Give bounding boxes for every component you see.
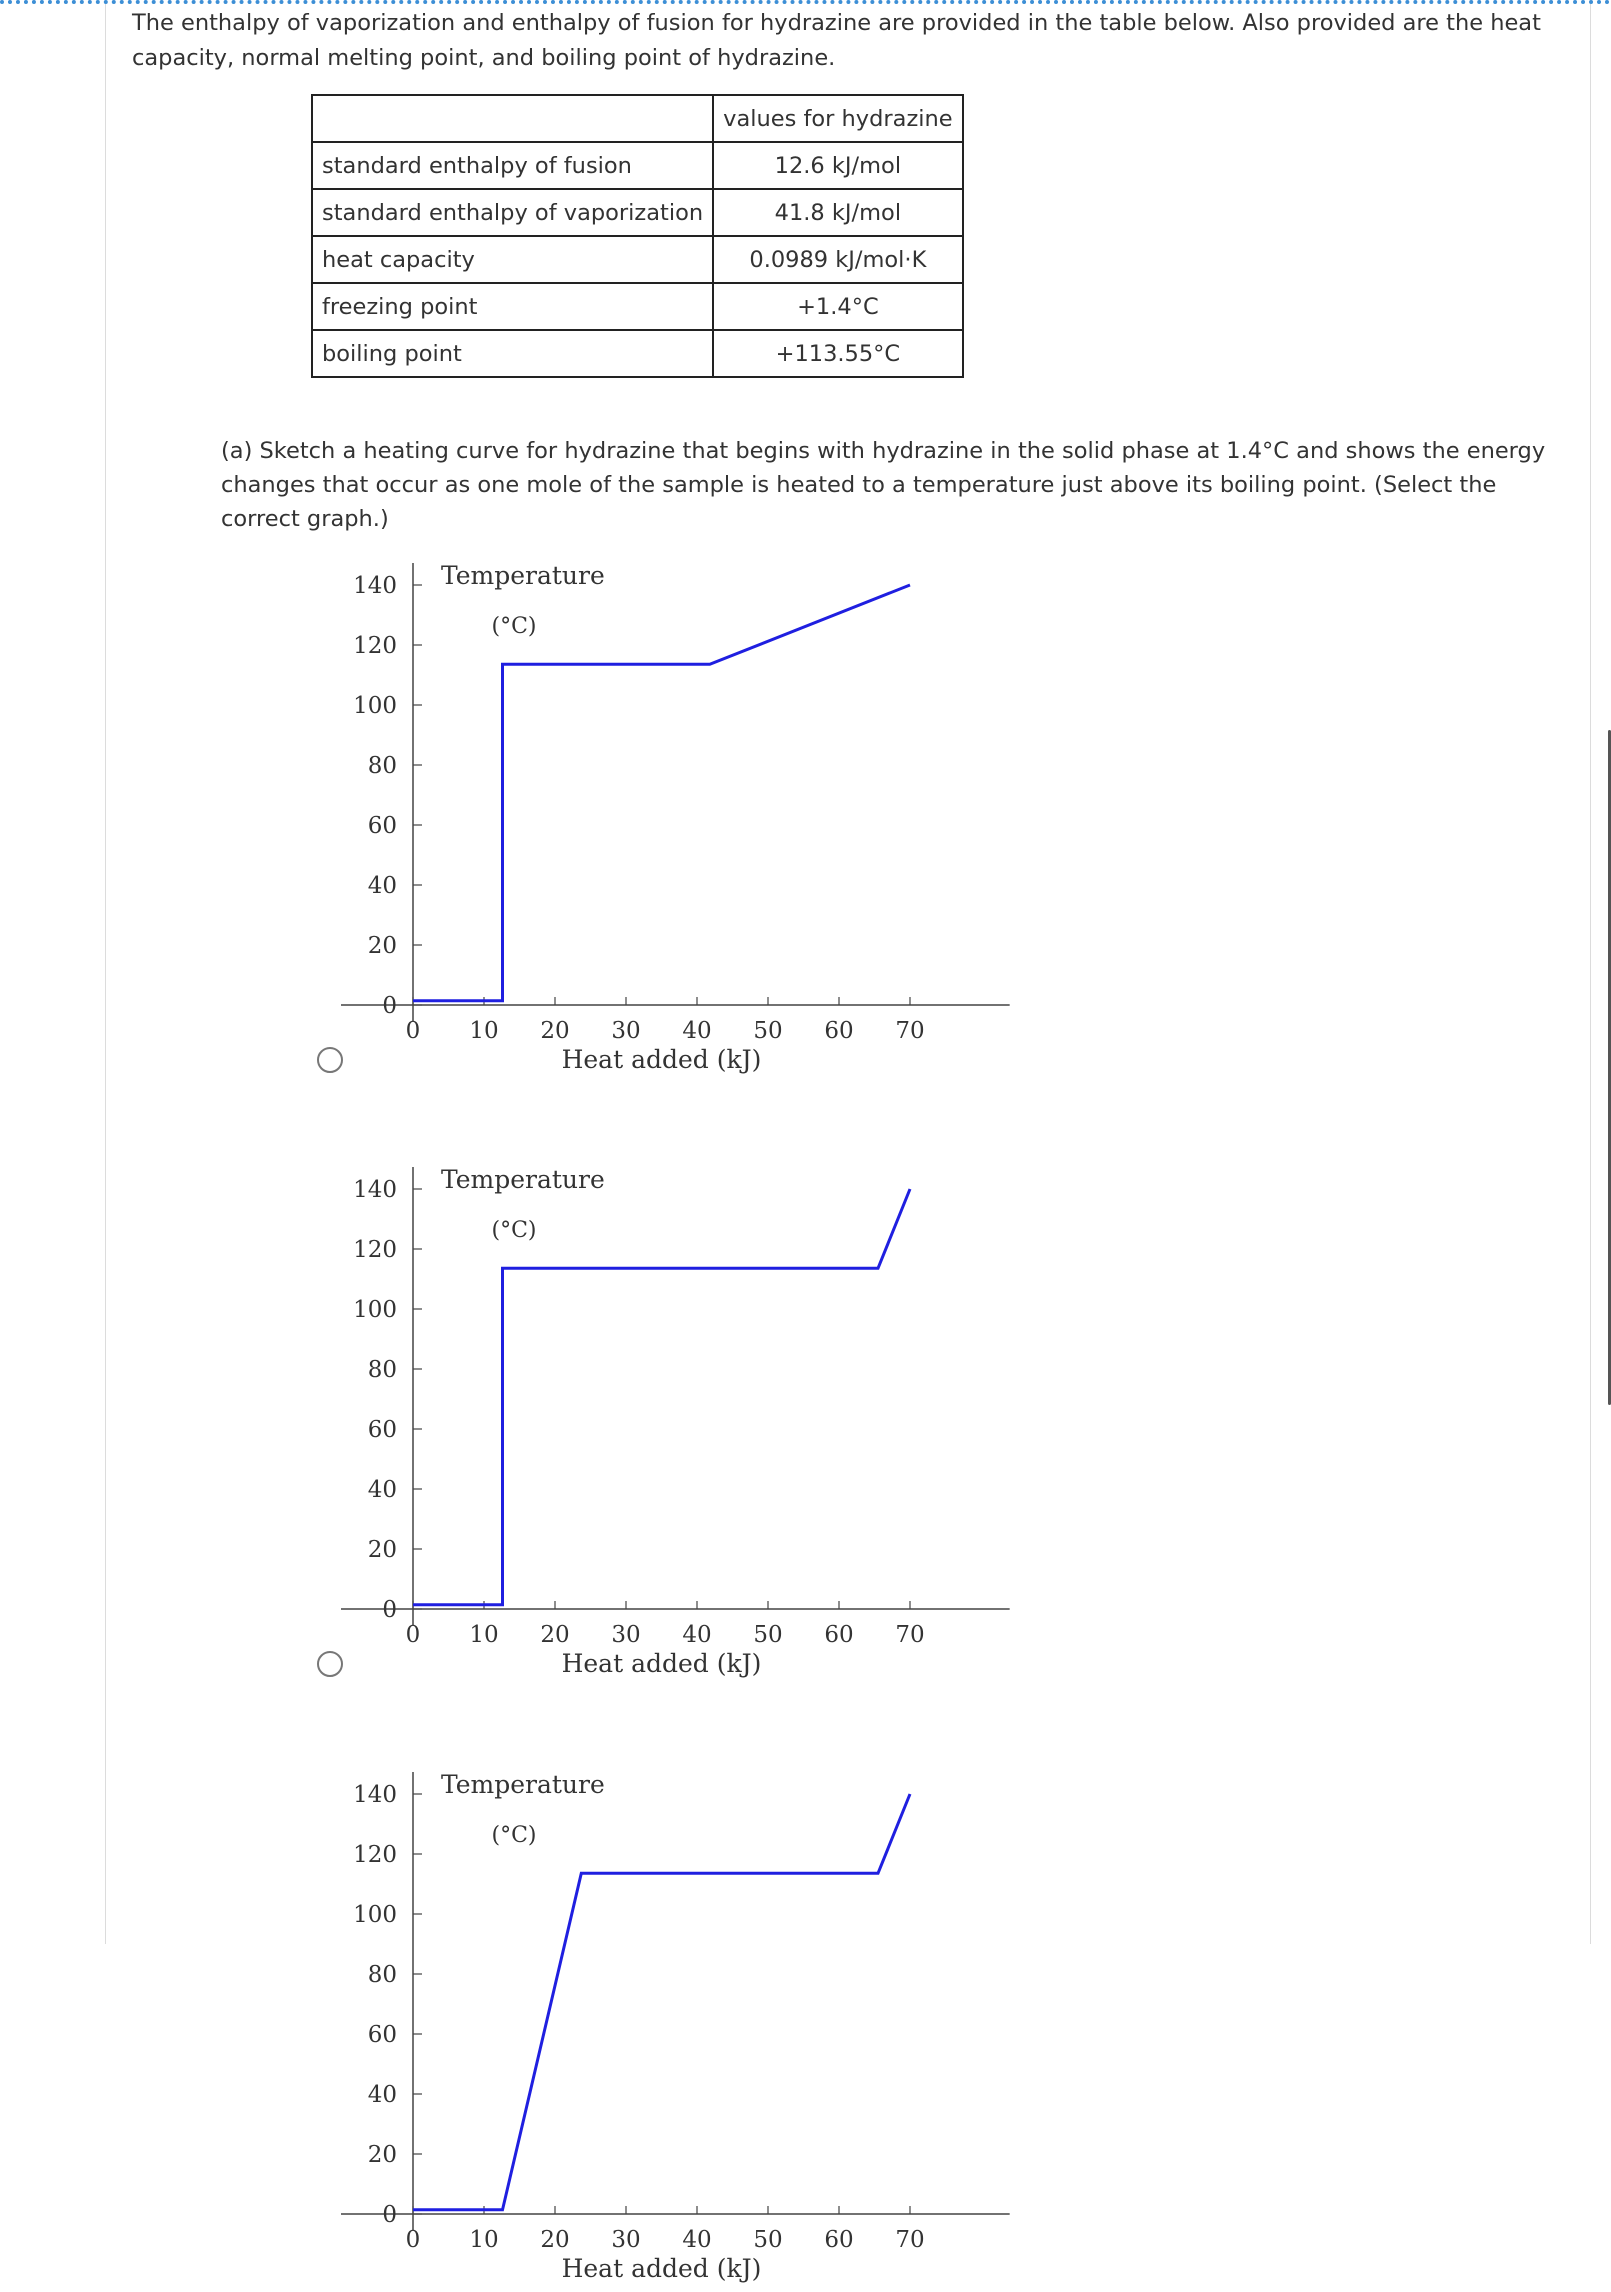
row-label: standard enthalpy of vaporization	[312, 189, 713, 236]
y-tick-label: 40	[367, 2082, 397, 2108]
row-value: 0.0989 kJ/mol·K	[713, 236, 962, 283]
y-tick-label: 140	[353, 1782, 397, 1808]
y-tick-label: 100	[353, 1902, 397, 1928]
y-tick-label: 120	[353, 1237, 397, 1263]
heating-curve-line	[413, 1189, 910, 1605]
y-axis-title: Temperature	[441, 1165, 605, 1194]
table-header-empty	[312, 95, 713, 142]
x-tick-label: 50	[753, 2227, 783, 2253]
intro-text: The enthalpy of vaporization and enthalpy of fusion for hydrazine are provided in the table below. Also provided are the heat capacity, normal melting point, and boiling point of hydrazine.	[132, 10, 1541, 71]
x-tick-label: 70	[895, 1622, 925, 1648]
x-axis-title: Heat added (kJ)	[561, 2254, 762, 2283]
y-tick-label: 40	[367, 1477, 397, 1503]
table-header-values: values for hydrazine	[713, 95, 962, 142]
x-tick-label: 10	[469, 1622, 499, 1648]
x-tick-label: 0	[405, 1622, 421, 1648]
heating-curve-graph-2	[330, 1167, 980, 1687]
y-tick-label: 20	[367, 2142, 397, 2168]
heating-curve-svg	[330, 1772, 980, 2292]
y-tick-label: 60	[367, 2022, 397, 2048]
row-label: boiling point	[312, 330, 713, 377]
heating-curve-svg	[330, 563, 980, 1083]
y-axis-unit: (°C)	[491, 1823, 537, 1848]
graph-1-radio-button[interactable]	[317, 1047, 343, 1073]
y-tick-label: 120	[353, 1842, 397, 1868]
x-tick-label: 30	[611, 1018, 641, 1044]
heating-curve-graph-3	[330, 1772, 980, 2292]
y-tick-label: 20	[367, 933, 397, 959]
heating-curve-svg	[330, 1167, 980, 1687]
y-tick-label: 0	[382, 993, 397, 1019]
y-tick-label: 60	[367, 813, 397, 839]
row-label: heat capacity	[312, 236, 713, 283]
heating-curve-line	[413, 1794, 910, 2210]
row-label: freezing point	[312, 283, 713, 330]
table-row	[312, 283, 963, 330]
y-tick-label: 0	[382, 2202, 397, 2228]
x-tick-label: 10	[469, 2227, 499, 2253]
table-row	[312, 189, 963, 236]
x-tick-label: 60	[824, 2227, 854, 2253]
y-tick-label: 80	[367, 1962, 397, 1988]
y-axis-unit: (°C)	[491, 614, 537, 639]
y-tick-label: 40	[367, 873, 397, 899]
y-axis-title: Temperature	[441, 561, 605, 590]
table-row	[312, 330, 963, 377]
heating-curve-graph-1	[330, 563, 980, 1083]
x-axis-title: Heat added (kJ)	[561, 1045, 762, 1074]
x-tick-label: 70	[895, 2227, 925, 2253]
y-tick-label: 140	[353, 573, 397, 599]
table-row	[312, 236, 963, 283]
row-label: standard enthalpy of fusion	[312, 142, 713, 189]
x-tick-label: 60	[824, 1622, 854, 1648]
x-tick-label: 20	[540, 2227, 570, 2253]
y-tick-label: 120	[353, 633, 397, 659]
y-tick-label: 20	[367, 1537, 397, 1563]
x-tick-label: 0	[405, 2227, 421, 2253]
y-tick-label: 0	[382, 1597, 397, 1623]
x-tick-label: 60	[824, 1018, 854, 1044]
x-tick-label: 20	[540, 1018, 570, 1044]
y-tick-label: 100	[353, 1297, 397, 1323]
heating-curve-line	[413, 585, 910, 1001]
y-tick-label: 80	[367, 1357, 397, 1383]
y-tick-label: 60	[367, 1417, 397, 1443]
graph-2-radio-button[interactable]	[317, 1651, 343, 1677]
y-tick-label: 80	[367, 753, 397, 779]
x-tick-label: 40	[682, 1018, 712, 1044]
x-tick-label: 40	[682, 2227, 712, 2253]
x-tick-label: 10	[469, 1018, 499, 1044]
table-row	[312, 142, 963, 189]
row-value: 12.6 kJ/mol	[713, 142, 962, 189]
hydrazine-properties-table	[311, 94, 964, 378]
x-tick-label: 40	[682, 1622, 712, 1648]
x-tick-label: 30	[611, 1622, 641, 1648]
y-axis-unit: (°C)	[491, 1218, 537, 1243]
x-tick-label: 50	[753, 1622, 783, 1648]
row-value: 41.8 kJ/mol	[713, 189, 962, 236]
x-axis-title: Heat added (kJ)	[561, 1649, 762, 1678]
question-text: (a) Sketch a heating curve for hydrazine that begins with hydrazine in the solid phase at 1.4°C and shows the energy changes that occur as one mole of the sample is heated to a temperature just above its boiling point. (Select the correct graph.)	[221, 438, 1546, 532]
x-tick-label: 0	[405, 1018, 421, 1044]
y-tick-label: 100	[353, 693, 397, 719]
y-axis-title: Temperature	[441, 1770, 605, 1799]
x-tick-label: 30	[611, 2227, 641, 2253]
x-tick-label: 20	[540, 1622, 570, 1648]
x-tick-label: 70	[895, 1018, 925, 1044]
y-tick-label: 140	[353, 1177, 397, 1203]
row-value: +1.4°C	[713, 283, 962, 330]
row-value: +113.55°C	[713, 330, 962, 377]
x-tick-label: 50	[753, 1018, 783, 1044]
table-header-row	[312, 95, 963, 142]
